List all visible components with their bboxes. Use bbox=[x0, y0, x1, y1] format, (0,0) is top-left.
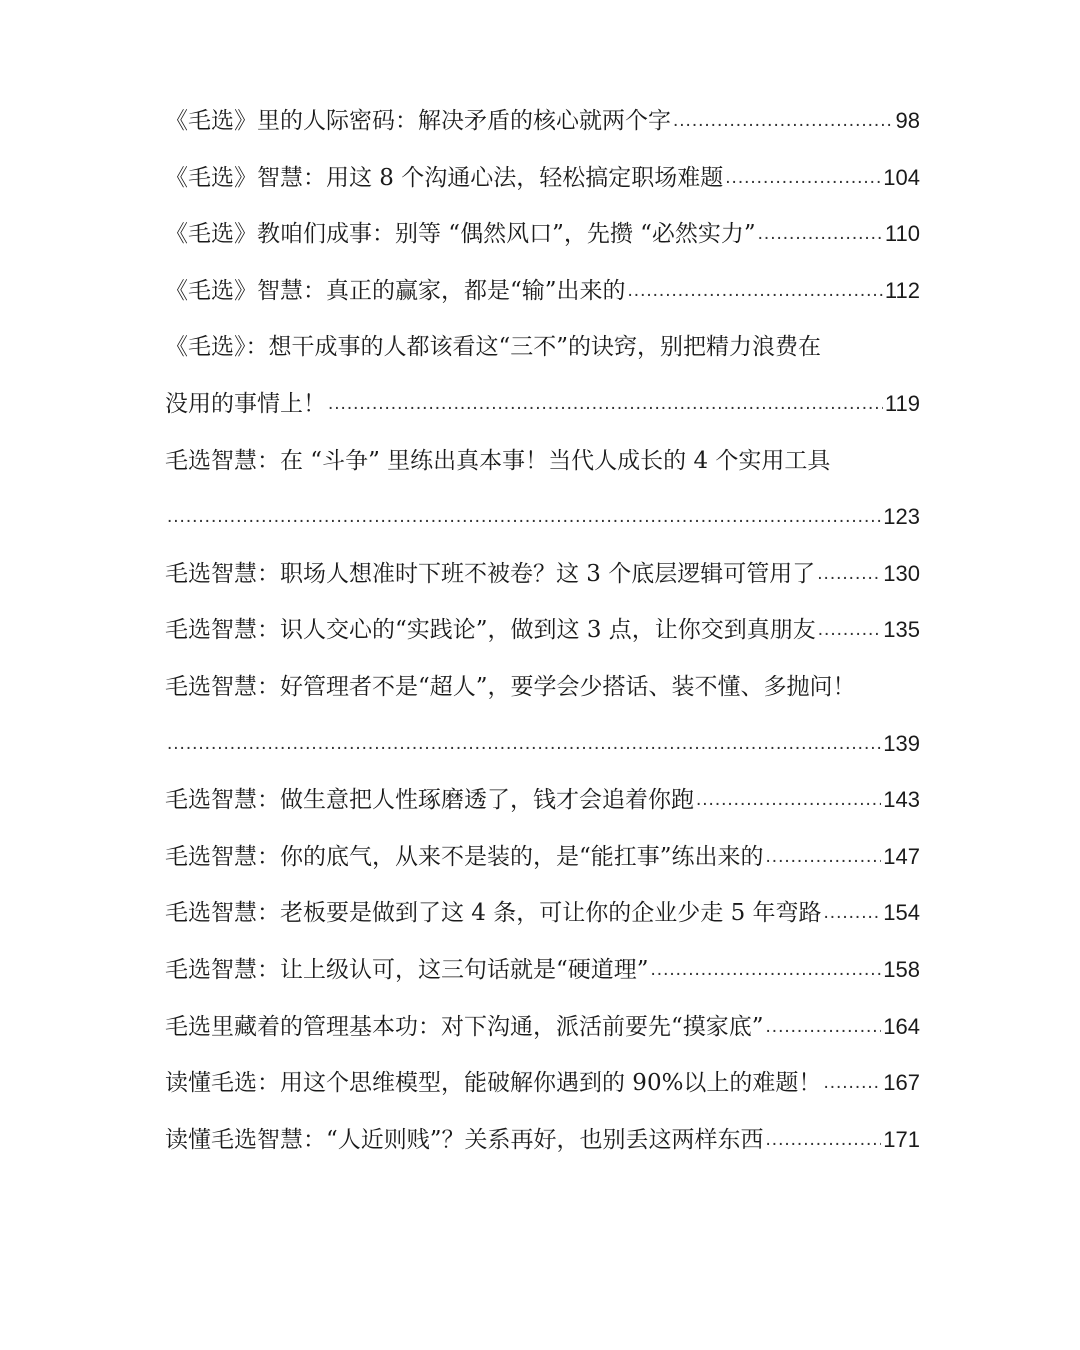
dot-leader bbox=[167, 489, 881, 546]
dot-leader bbox=[651, 942, 882, 999]
dot-leader bbox=[766, 1112, 882, 1169]
toc-entry-title: 毛选智慧：老板要是做到了这 4 条，可让你的企业少走 5 年弯路 bbox=[165, 900, 822, 927]
toc-entry-title: 《毛选》：想干成事的人都该看这“三不”的诀窍，别把精力浪费在 bbox=[165, 334, 822, 361]
toc-line bbox=[165, 885, 920, 942]
toc-entry[interactable] bbox=[165, 93, 920, 150]
dot-leader bbox=[818, 602, 882, 659]
dot-leader bbox=[766, 999, 882, 1056]
dot-leader bbox=[328, 376, 883, 433]
toc-entry-title: 《毛选》里的人际密码：解决矛盾的核心就两个字 bbox=[165, 108, 671, 134]
toc-entry-title: 毛选智慧：在 “斗争” 里练出真本事！当代人成长的 4 个实用工具 bbox=[165, 447, 831, 474]
toc-entry-title: 《毛选》智慧：用这 8 个沟通心法，轻松搞定职场难题 bbox=[165, 164, 724, 191]
toc-entry-title: 毛选智慧：让上级认可，这三句话就是“硬道理” bbox=[165, 956, 649, 983]
toc-entry-title: 毛选智慧：你的底气，从来不是装的，是“能扛事”练出来的 bbox=[165, 843, 764, 870]
toc-line bbox=[165, 1112, 920, 1169]
toc-line bbox=[165, 319, 920, 376]
dot-leader bbox=[824, 885, 882, 942]
toc-entry-title: 毛选智慧：职场人想准时下班不被卷？这 3 个底层逻辑可管用了 bbox=[165, 560, 816, 587]
dot-leader bbox=[766, 829, 882, 886]
toc-page-number: 154 bbox=[883, 900, 920, 926]
toc-entry-title: 毛选里藏着的管理基本功：对下沟通，派活前要先“摸家底” bbox=[165, 1013, 764, 1040]
toc-line bbox=[165, 772, 920, 829]
toc-line bbox=[165, 376, 920, 433]
toc-entry[interactable] bbox=[165, 829, 920, 886]
toc-page-number: 147 bbox=[883, 843, 920, 869]
toc-entry-title: 毛选智慧：好管理者不是“超人”，要学会少搭话、装不懂、多抛问！ bbox=[165, 673, 856, 700]
toc-entry[interactable] bbox=[165, 206, 920, 263]
toc-line bbox=[165, 1055, 920, 1112]
toc-entry[interactable] bbox=[165, 150, 920, 207]
dot-leader bbox=[167, 716, 881, 773]
table-of-contents bbox=[165, 93, 920, 1168]
toc-line bbox=[165, 206, 920, 263]
toc-line bbox=[165, 942, 920, 999]
toc-line bbox=[165, 150, 920, 207]
toc-entry[interactable] bbox=[165, 659, 920, 772]
toc-entry[interactable] bbox=[165, 1055, 920, 1112]
toc-entry-title: 读懂毛选：用这个思维模型，能破解你遇到的 90%以上的难题！ bbox=[165, 1070, 822, 1097]
toc-entry-title: 读懂毛选智慧：“人近则贱”？关系再好，也别丢这两样东西 bbox=[165, 1126, 764, 1153]
toc-entry[interactable] bbox=[165, 319, 920, 432]
dot-leader bbox=[758, 206, 883, 263]
toc-line bbox=[165, 489, 920, 546]
dot-leader bbox=[696, 772, 881, 829]
toc-entry[interactable] bbox=[165, 1112, 920, 1169]
toc-entry[interactable] bbox=[165, 999, 920, 1056]
toc-entry[interactable] bbox=[165, 885, 920, 942]
toc-page-number: 104 bbox=[883, 164, 920, 190]
toc-page-number: 143 bbox=[883, 787, 920, 813]
toc-entry-title-continued: 没用的事情上！ bbox=[165, 390, 326, 417]
toc-page-number: 98 bbox=[895, 108, 920, 133]
dot-leader bbox=[628, 263, 883, 320]
toc-page-number: 135 bbox=[883, 617, 920, 643]
dot-leader bbox=[725, 150, 881, 207]
toc-entry[interactable] bbox=[165, 546, 920, 603]
toc-line bbox=[165, 716, 920, 773]
toc-entry[interactable] bbox=[165, 602, 920, 659]
toc-line bbox=[165, 659, 920, 716]
toc-line bbox=[165, 829, 920, 886]
toc-entry[interactable] bbox=[165, 942, 920, 999]
dot-leader bbox=[817, 546, 881, 603]
toc-line bbox=[165, 602, 920, 659]
toc-line bbox=[165, 433, 920, 490]
toc-entry-title: 《毛选》教咱们成事：别等 “偶然风口”，先攒 “必然实力” bbox=[165, 221, 756, 248]
toc-page-number: 158 bbox=[883, 956, 920, 982]
toc-line bbox=[165, 93, 920, 150]
dot-leader bbox=[673, 93, 894, 150]
dot-leader bbox=[823, 1055, 881, 1112]
toc-entry-title: 毛选智慧：识人交心的“实践论”，做到这 3 点，让你交到真朋友 bbox=[165, 617, 816, 644]
toc-line bbox=[165, 999, 920, 1056]
toc-page-number: 171 bbox=[883, 1126, 920, 1152]
toc-entry-title: 毛选智慧：做生意把人性琢磨透了，钱才会追着你跑 bbox=[165, 787, 694, 814]
toc-page-number: 164 bbox=[883, 1013, 920, 1039]
toc-page-number: 139 bbox=[883, 730, 920, 756]
toc-line bbox=[165, 263, 920, 320]
toc-entry[interactable] bbox=[165, 433, 920, 546]
toc-page-number: 167 bbox=[883, 1070, 920, 1096]
toc-page-number: 130 bbox=[883, 560, 920, 586]
toc-entry[interactable] bbox=[165, 772, 920, 829]
toc-page-number: 110 bbox=[884, 221, 920, 247]
toc-page-number: 112 bbox=[884, 277, 920, 303]
toc-line bbox=[165, 546, 920, 603]
toc-entry-title: 《毛选》智慧：真正的赢家，都是“输”出来的 bbox=[165, 277, 626, 304]
toc-entry[interactable] bbox=[165, 263, 920, 320]
toc-page-number: 123 bbox=[883, 504, 920, 530]
toc-page-number: 119 bbox=[884, 390, 920, 416]
